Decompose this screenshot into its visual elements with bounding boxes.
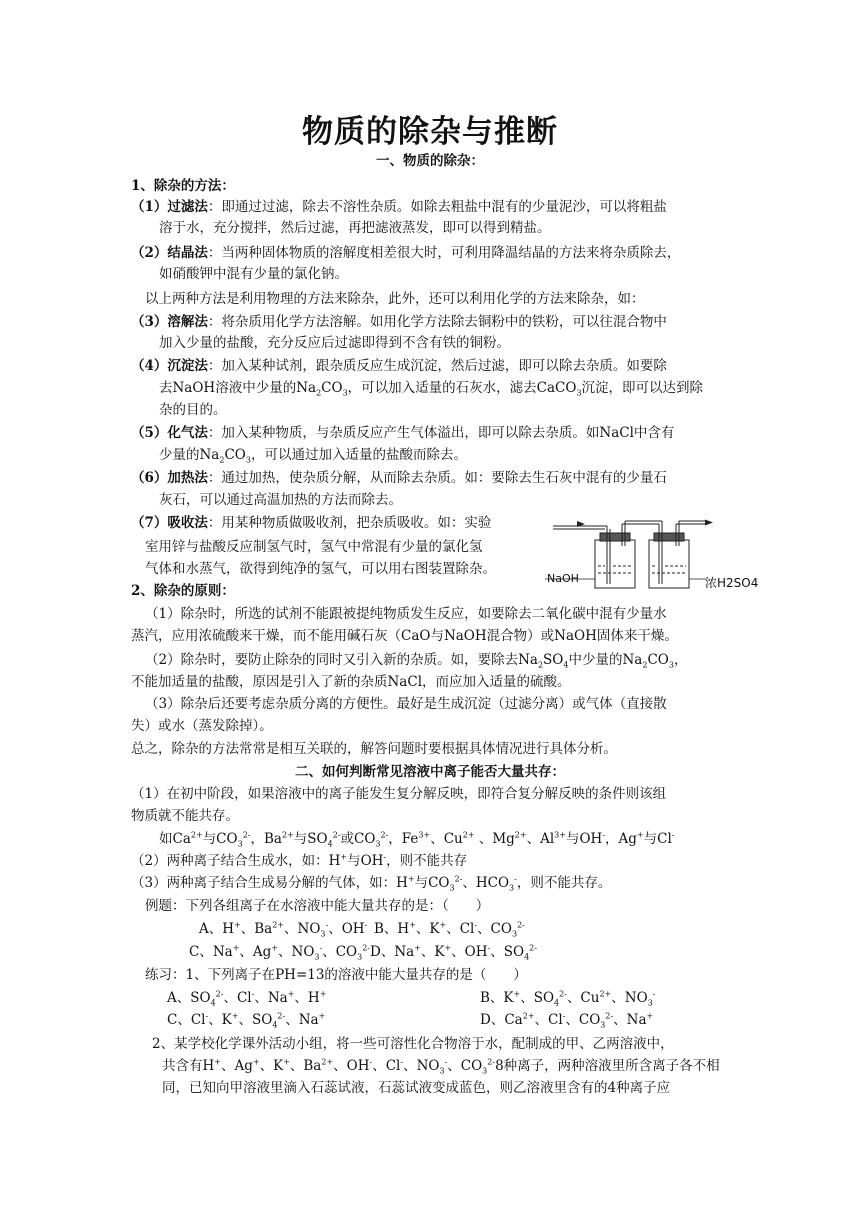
section-heading-1: 一、物质的除杂： bbox=[376, 153, 484, 169]
method-1-line-1: （1）过滤法：即通过过滤，除去不溶性杂质。如除去粗盐中混有的少量泥沙，可以将粗盐 bbox=[131, 199, 667, 215]
method-6-line-2: 灰石，可以通过高温加热的方法而除去。 bbox=[159, 492, 402, 508]
method-5-label: （5）化气法 bbox=[131, 425, 208, 441]
coexist-rule-1-line-1: （1）在初中阶段，如果溶液中的离子能发生复分解反映，即符合复分解反映的条件则该组 bbox=[131, 786, 667, 802]
method-3-label: （3）溶解法 bbox=[131, 314, 208, 330]
method-6-line-1: （6）加热法：通过加热，使杂质分解，从而除去杂质。如：要除去生石灰中混有的少量石 bbox=[131, 470, 667, 486]
method-4-line-1: （4）沉淀法：加入某种试剂，跟杂质反应生成沉淀，然后过滤，即可以除去杂质。如要除 bbox=[131, 358, 667, 374]
coexist-rule-3: （3）两种离子结合生成易分解的气体，如：H+与$CO_3^{2-}$、$HCO_3^-$，则不能共存。 bbox=[131, 874, 612, 893]
outlet-arrow bbox=[705, 520, 713, 526]
method-1-label: （1）过滤法 bbox=[131, 199, 208, 215]
method-2-line-1: （2）结晶法：当两种固体物质的溶解度相差很大时，可利用降温结晶的方法来将杂质除去， bbox=[131, 245, 681, 261]
method-1-line-2: 溶于水，充分搅拌，然后过滤，再把滤液蒸发，即可以得到精盐。 bbox=[159, 220, 551, 236]
coexist-rule-2: （2）两种离子结合生成水，如：H+与OH-，则不能共存 bbox=[131, 852, 468, 869]
method-7-line-2: 室用锌与盐酸反应制氢气时，氢气中常混有少量的氯化氢 bbox=[145, 539, 483, 555]
method-7-line-3: 气体和水蒸气，欲得到纯净的氢气，可以用右图装置除杂。 bbox=[145, 561, 496, 577]
method-4-line-2: 去NaOH溶液中少量的$Na_2CO_3$，可以加入适量的石灰水，滤去CaCO$_3$沉淀，即可以达到除 bbox=[159, 380, 704, 398]
example-option-c: C、Na+、Ag+、$NO_3^-$、$CO_3^{2-}$ bbox=[189, 943, 370, 962]
principle-2-line-1: （2）除杂时，要防止除杂的同时又引入新的杂质。如，要除去$Na_2SO_4$中少量的$Na_2CO_3$， bbox=[145, 652, 688, 670]
gas-washing-apparatus-figure bbox=[545, 510, 765, 592]
principle-2-line-2: 不能加适量的盐酸，原因是引入了新的杂质NaCl，而应加入适量的硫酸。 bbox=[131, 674, 571, 690]
summary-line: 总之，除杂的方法常常是相互关联的，解答问题时要根据具体情况进行具体分析。 bbox=[131, 741, 617, 757]
example-option-b: B、H+、K+、Cl-、$CO_3^{2-}$ bbox=[374, 920, 525, 939]
naoh-label: NaOH bbox=[547, 572, 579, 585]
method-6-label: （6）加热法 bbox=[131, 470, 208, 486]
bottle-1 bbox=[595, 540, 635, 588]
method-4-line-3: 杂的目的。 bbox=[159, 402, 227, 418]
method-4-label: （4）沉淀法 bbox=[131, 358, 208, 374]
ion-pairs-line: 如$Ca^{2+}$与$CO_3^{2-}$，$Ba^{2+}$与$SO_4^{2-}$或$CO_3^{2-}$，$Fe^{3+}$、$Cu^{2+}$ 、$Mg^{2+}$、$Al^{3+}$与OH-，Ag+与Cl- bbox=[159, 830, 675, 849]
practice-option-b: B、K+、$SO_4^{2-}$、$Cu^{2+}$、$NO_3^-$ bbox=[480, 989, 656, 1008]
example-option-d: D、Na+、K+、OH-、$SO_4^{2-}$ bbox=[370, 943, 537, 962]
practice-1-question: 练习：1、下列离子在PH=13的溶液中能大量共存的是（ ） bbox=[145, 967, 527, 983]
practice-option-a: A、$SO_4^{2-}$、Cl-、Na+、H+ bbox=[167, 989, 327, 1008]
method-3-line-1: （3）溶解法：将杂质用化学方法溶解。如用化学方法除去铜粉中的铁粉，可以往混合物中 bbox=[131, 314, 667, 330]
bottle-2 bbox=[649, 540, 689, 588]
method-5-line-1: （5）化气法：加入某种物质，与杂质反应产生气体溢出，即可以除去杂质。如NaCl中含有 bbox=[131, 425, 675, 441]
h2so4-label: 浓H2SO4 bbox=[705, 576, 759, 590]
principles-heading: 2、除杂的原则： bbox=[131, 583, 235, 599]
physical-methods-note: 以上两种方法是利用物理的方法来除杂，此外，还可以利用化学的方法来除杂，如： bbox=[145, 291, 645, 307]
method-7-line-1: （7）吸收法：用某种物质做吸收剂，把杂质吸收。如：实验 bbox=[131, 515, 492, 531]
principle-1-line-1: （1）除杂时，所选的试剂不能跟被提纯物质发生反应，如要除去二氧化碳中混有少量水 bbox=[145, 606, 667, 622]
method-7-label: （7）吸收法 bbox=[131, 515, 208, 531]
section-heading-2: 二、如何判断常见溶液中离子能否大量共存： bbox=[295, 764, 565, 780]
coexist-rule-1-line-2: 物质就不能共存。 bbox=[131, 808, 239, 824]
practice-2-line-3: 同，已知向甲溶液里滴入石蕊试液，石蕊试液变成蓝色，则乙溶液里含有的4种离子应 bbox=[162, 1080, 671, 1096]
method-2-label: （2）结晶法 bbox=[131, 245, 208, 261]
principle-3-line-1: （3）除杂后还要考虑杂质分离的方便性。最好是生成沉淀（过滤分离）或气体（直接散 bbox=[145, 696, 667, 712]
method-5-line-2: 少量的$Na_2CO_3$，可以通过加入适量的盐酸而除去。 bbox=[159, 447, 467, 465]
method-3-line-2: 加入少量的盐酸，充分反应后过滤即得到不含有铁的铜粉。 bbox=[159, 335, 510, 351]
practice-option-d: D、$Ca^{2+}$、Cl-、$CO_3^{2-}$、Na+ bbox=[480, 1011, 654, 1030]
methods-heading: 1、除杂的方法： bbox=[131, 178, 235, 194]
example-option-a: A、H+、$Ba^{2+}$、$NO_3^-$、OH- bbox=[199, 920, 368, 939]
practice-2-line-1: 2、某学校化学课外活动小组，将一些可溶性化合物溶于水，配制成的甲、乙两溶液中， bbox=[152, 1036, 674, 1052]
principle-1-line-2: 蒸汽，应用浓硫酸来干燥，而不能用碱石灰（CaO与NaOH混合物）或NaOH固体来干燥。 bbox=[131, 628, 678, 644]
page-title: 物质的除杂与推断 bbox=[302, 114, 558, 150]
practice-2-line-2: 共含有H+、Ag+、K+、$Ba^{2+}$、OH-、Cl-、$NO_3^-$、$CO_3^{2-}8$种离子，两种溶液里所含离子各不相 bbox=[162, 1057, 720, 1076]
practice-option-c: C、Cl-、K+、$SO_4^{2-}$、Na+ bbox=[167, 1011, 326, 1030]
example-question: 例题：下列各组离子在水溶液中能大量共存的是：（ ） bbox=[145, 898, 490, 914]
principle-3-line-2: 失）或水（蒸发除掉）。 bbox=[131, 718, 273, 734]
method-2-line-2: 如硝酸钾中混有少量的氯化钠。 bbox=[159, 266, 348, 282]
